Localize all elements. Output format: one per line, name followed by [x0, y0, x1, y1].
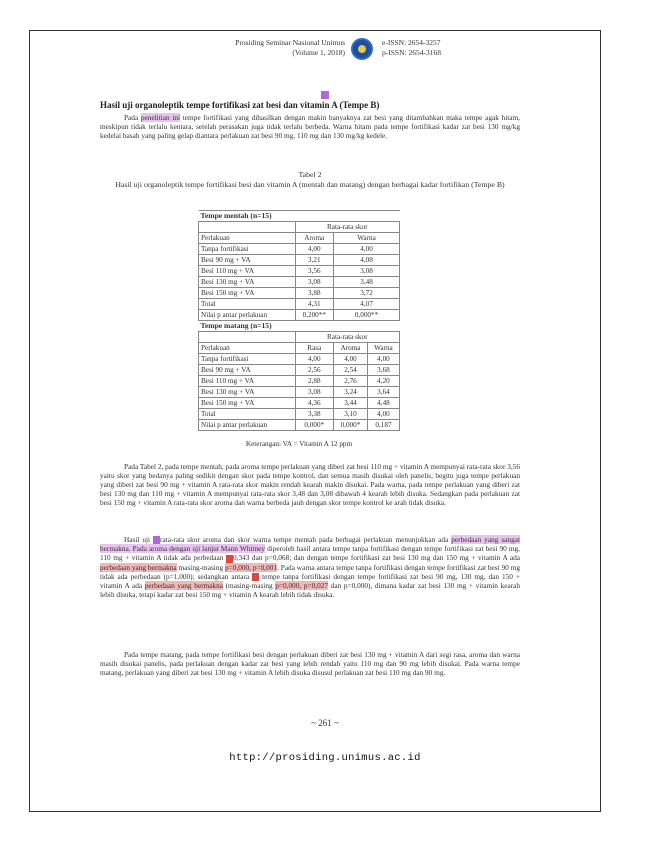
table-cell: Besi 110 mg + VA — [199, 376, 296, 387]
table-header: Warna — [334, 233, 400, 244]
table-row — [199, 420, 400, 431]
highlight-annotation[interactable]: perbedaan yang sangat bermakna. Pada aroma dengan uji lanjut Mann Whitney — [100, 535, 520, 554]
table-cell: 3,44 — [334, 398, 368, 409]
table-row — [199, 376, 400, 387]
table-row — [199, 255, 400, 266]
highlight-annotation[interactable]: perbedaan yang bermakna — [100, 562, 177, 572]
table-row — [199, 365, 400, 376]
table-header: Rasa — [295, 343, 334, 354]
table-cell: Besi 150 mg + VA — [199, 398, 296, 409]
table-cell: 3,56 — [295, 266, 334, 277]
table-cell: 2,76 — [334, 376, 368, 387]
highlight-annotation[interactable]: p=0,000, p=0,001 — [225, 562, 278, 572]
table-cell: 2,88 — [295, 376, 334, 387]
page-number: ~ 261 ~ — [311, 718, 339, 728]
p-issn: p-ISSN: 2654-3168 — [382, 48, 441, 57]
table-row — [199, 244, 400, 255]
table-cell — [199, 222, 296, 233]
table-cell: 0,000* — [334, 420, 368, 431]
table-group-header: Rata-rata skor — [295, 222, 399, 233]
table-cell: 4,00 — [334, 244, 400, 255]
journal-volume: (Volume 1, 2018) — [292, 48, 345, 57]
table-cell: Besi 90 mg + VA — [199, 365, 296, 376]
table-cell: 3,38 — [295, 409, 334, 420]
table-cell: Besi 130 mg + VA — [199, 277, 296, 288]
comment-icon[interactable] — [321, 91, 329, 99]
table-row — [199, 266, 400, 277]
e-issn: e-ISSN: 2654-3257 — [382, 38, 441, 47]
table-cell: 3,72 — [334, 288, 400, 299]
table-header: Aroma — [334, 343, 368, 354]
table-row — [199, 277, 400, 288]
table-cell: 4,31 — [295, 299, 334, 310]
annotation-marker-icon[interactable] — [226, 555, 233, 563]
table-cell: Total — [199, 299, 296, 310]
table-cell: 4,00 — [295, 244, 334, 255]
table-cell: 2,54 — [334, 365, 368, 376]
table-header: Aroma — [295, 233, 334, 244]
table-header: Perlakuan — [199, 343, 296, 354]
table-cell: Tanpa fortifikasi — [199, 354, 296, 365]
table-number: Tabel 2 — [298, 170, 322, 179]
table-row — [199, 222, 400, 233]
table-caption — [100, 170, 520, 190]
section-title: Hasil uji organoleptik tempe fortifikasi zat besi dan vitamin A (Tempe B) — [100, 100, 380, 110]
table-cell: Besi 110 mg + VA — [199, 266, 296, 277]
table-cell: 4,00 — [367, 409, 399, 420]
table-cell: 3,21 — [295, 255, 334, 266]
highlight-annotation[interactable]: p=0,000, p=0,027 — [275, 580, 329, 590]
highlight-annotation[interactable]: penelitian ini — [140, 113, 181, 122]
table-cell: Total — [199, 409, 296, 420]
table-cell: 3,48 — [334, 277, 400, 288]
table-cell: 3,64 — [367, 387, 399, 398]
table-row — [199, 398, 400, 409]
header-issn — [382, 38, 441, 58]
table-cell: 0,000** — [334, 310, 400, 321]
table-cell: 4,00 — [367, 354, 399, 365]
table-cell: 0,187 — [367, 420, 399, 431]
table-cell: 0,200** — [295, 310, 334, 321]
table-cell: 4,20 — [367, 376, 399, 387]
table-section-title: Tempe mentah (n=15) — [199, 211, 400, 222]
table-cell: Nilai p antar perlakuan — [199, 420, 296, 431]
footer-url[interactable]: http://prosiding.unimus.ac.id — [229, 752, 421, 764]
table-row — [199, 299, 400, 310]
table-row — [199, 321, 400, 332]
table-cell — [199, 332, 296, 343]
table-row — [199, 288, 400, 299]
paragraph-2: Pada Tabel 2, pada tempe mentah, pada aroma tempe perlakuan yang diberi zat besi 110 mg + vitamin A mempunyai rata-rata skor 3,56 yaitu skor yang bedanya paling sedikit dengan skor pada tempe kontrol, dan semua masih disukai oleh panelis, begitu juga tempe perlakuan yang diberi zat besi 90 mg + vitamin A rata-rata skor makin rendah kearah makin disukai. Pada warna, pada tempe perlakuan yang diberi zat besi 130 mg dan 110 mg + vitamin A mempunyai rata-rata skor 3,48 dan 3,08 dibawah 4 kearah lebih disuka. Sedangkan pada perlakuan zat besi 150 mg + vitamin A rata-rata skor aroma dan warna berbeda jauh dengan skor tempe kontrol ke arah tidak disuka. — [100, 462, 520, 507]
table-cell: 4,48 — [367, 398, 399, 409]
table-row — [199, 310, 400, 321]
table-row — [199, 233, 400, 244]
paragraph-4: Pada tempe matang, pada tempe fortifikasi besi dengan perlakuan diberi zat besi 130 mg + vitamin A dari segi rasa, aroma dan warna masih disukai panelis, pada perlakuan dengan kadar zat besi yang lebih rendah yaitu 110 mg dan 90 mg lebih disukai. Pada warna tempe matang, perlakuan yang diberi zat besi 130 mg + vitamin A lebih disuka disusul perlakuan zat besi 110 mg dan 90 mg. — [100, 650, 520, 677]
table-title: Hasil uji organoleptik tempe fortifikasi besi dan vitamin A (mentah dan matang) dengan berbagai kadar fortifikan (Tempe B) — [115, 180, 505, 189]
highlight-annotation[interactable]: perbedaan yang bermakna — [144, 580, 223, 590]
page-header — [190, 38, 490, 68]
header-journal — [190, 38, 345, 58]
table-cell: 3,08 — [295, 277, 334, 288]
table-row — [199, 409, 400, 420]
table-cell: 2,56 — [295, 365, 334, 376]
table-row — [199, 387, 400, 398]
table-row — [199, 343, 400, 354]
table-row — [199, 211, 400, 222]
table-cell: 3,24 — [334, 387, 368, 398]
logo-icon — [351, 38, 373, 60]
table-cell: 0,000* — [295, 420, 334, 431]
annotation-marker-icon[interactable] — [153, 536, 160, 544]
table-cell: 3,10 — [334, 409, 368, 420]
paragraph-1: Pada penelitian ini tempe fortifikasi yang dihasilkan dengan makin banyaknya zat besi yang ditambahkan maka tempe agak hitam, meskipun tidak terlalu kentara, setelah perasakan juga tidak terlalu berbeda. Warna hitam pada tempe fortifikasi kadar zat besi 130 mg/kg kedelai basah yang paling gelap diantara perlakuan zat besi 90 mg, 110 mg dan 130 mg/kg kedele. — [100, 113, 520, 140]
table-header: Perlakuan — [199, 233, 296, 244]
table-cell: 4,36 — [295, 398, 334, 409]
table-cell: 4,07 — [334, 299, 400, 310]
table-note: Keterangan: VA = Vitamin A 12 ppm — [245, 440, 353, 448]
table-cell: 3,08 — [295, 387, 334, 398]
table-group-header: Rata-rata skor — [295, 332, 399, 343]
journal-name: Prosiding Seminar Nasional Unimus — [235, 38, 345, 47]
table-cell: 4,00 — [334, 354, 368, 365]
table-cell: Nilai p antar perlakuan — [199, 310, 296, 321]
table-section-title: Tempe matang (n=15) — [199, 321, 400, 332]
paragraph-3: Hasil uji rata-rata skor aroma dan skor warna tempe mentah pada berbagai perlakuan menunjukkan ada perbedaan yang sangat bermakna. Pada aroma dengan uji lanjut Mann Whitney diperoleh hasil antara tempe tanpa fortifikasi dengan tempe fortifikasi zat besi 90 mg, 110 mg + vitamin A tidak ada perbedaan 0,343 dan p=0,068; dan dengan tempe fortifikasi zat besi 130 mg dan 150 mg + vitamin A ada perbedaan yang bermakna masing-masing p=0,000, p=0,001. Pada warna antara tempe tanpa fortifikasi dengan tempe fortifikasi zat besi 90 mg tidak ada perbedaan (p=1,000); sedangkan antara tempe tanpa fortifikasi dengan tempe fortifikasi zat besi 90 mg, 130 mg, dan 150 + vitamin A ada perbedaan yang bermakna (masing-masing p=0,000, p=0,027 dan p=0,000), dimana kadar zat besi 130 mg + vitamin kearah lebih disuka, tetapi kadar zat besi 150 mg + vitamin A kearah lebih tidak disuka. — [100, 535, 521, 599]
table-cell: Besi 90 mg + VA — [199, 255, 296, 266]
table-cell: Besi 130 mg + VA — [199, 387, 296, 398]
table-cell: 3,88 — [295, 288, 334, 299]
table-cell: 4,00 — [295, 354, 334, 365]
table-row — [199, 354, 400, 365]
table-cell: 3,08 — [334, 266, 400, 277]
table-header: Warna — [367, 343, 399, 354]
table-cell: Besi 150 mg + VA — [199, 288, 296, 299]
table-row — [199, 332, 400, 343]
table-cell: 4,08 — [334, 255, 400, 266]
results-table — [198, 210, 400, 431]
table-cell: 3,68 — [367, 365, 399, 376]
table-cell: Tanpa fortifikasi — [199, 244, 296, 255]
